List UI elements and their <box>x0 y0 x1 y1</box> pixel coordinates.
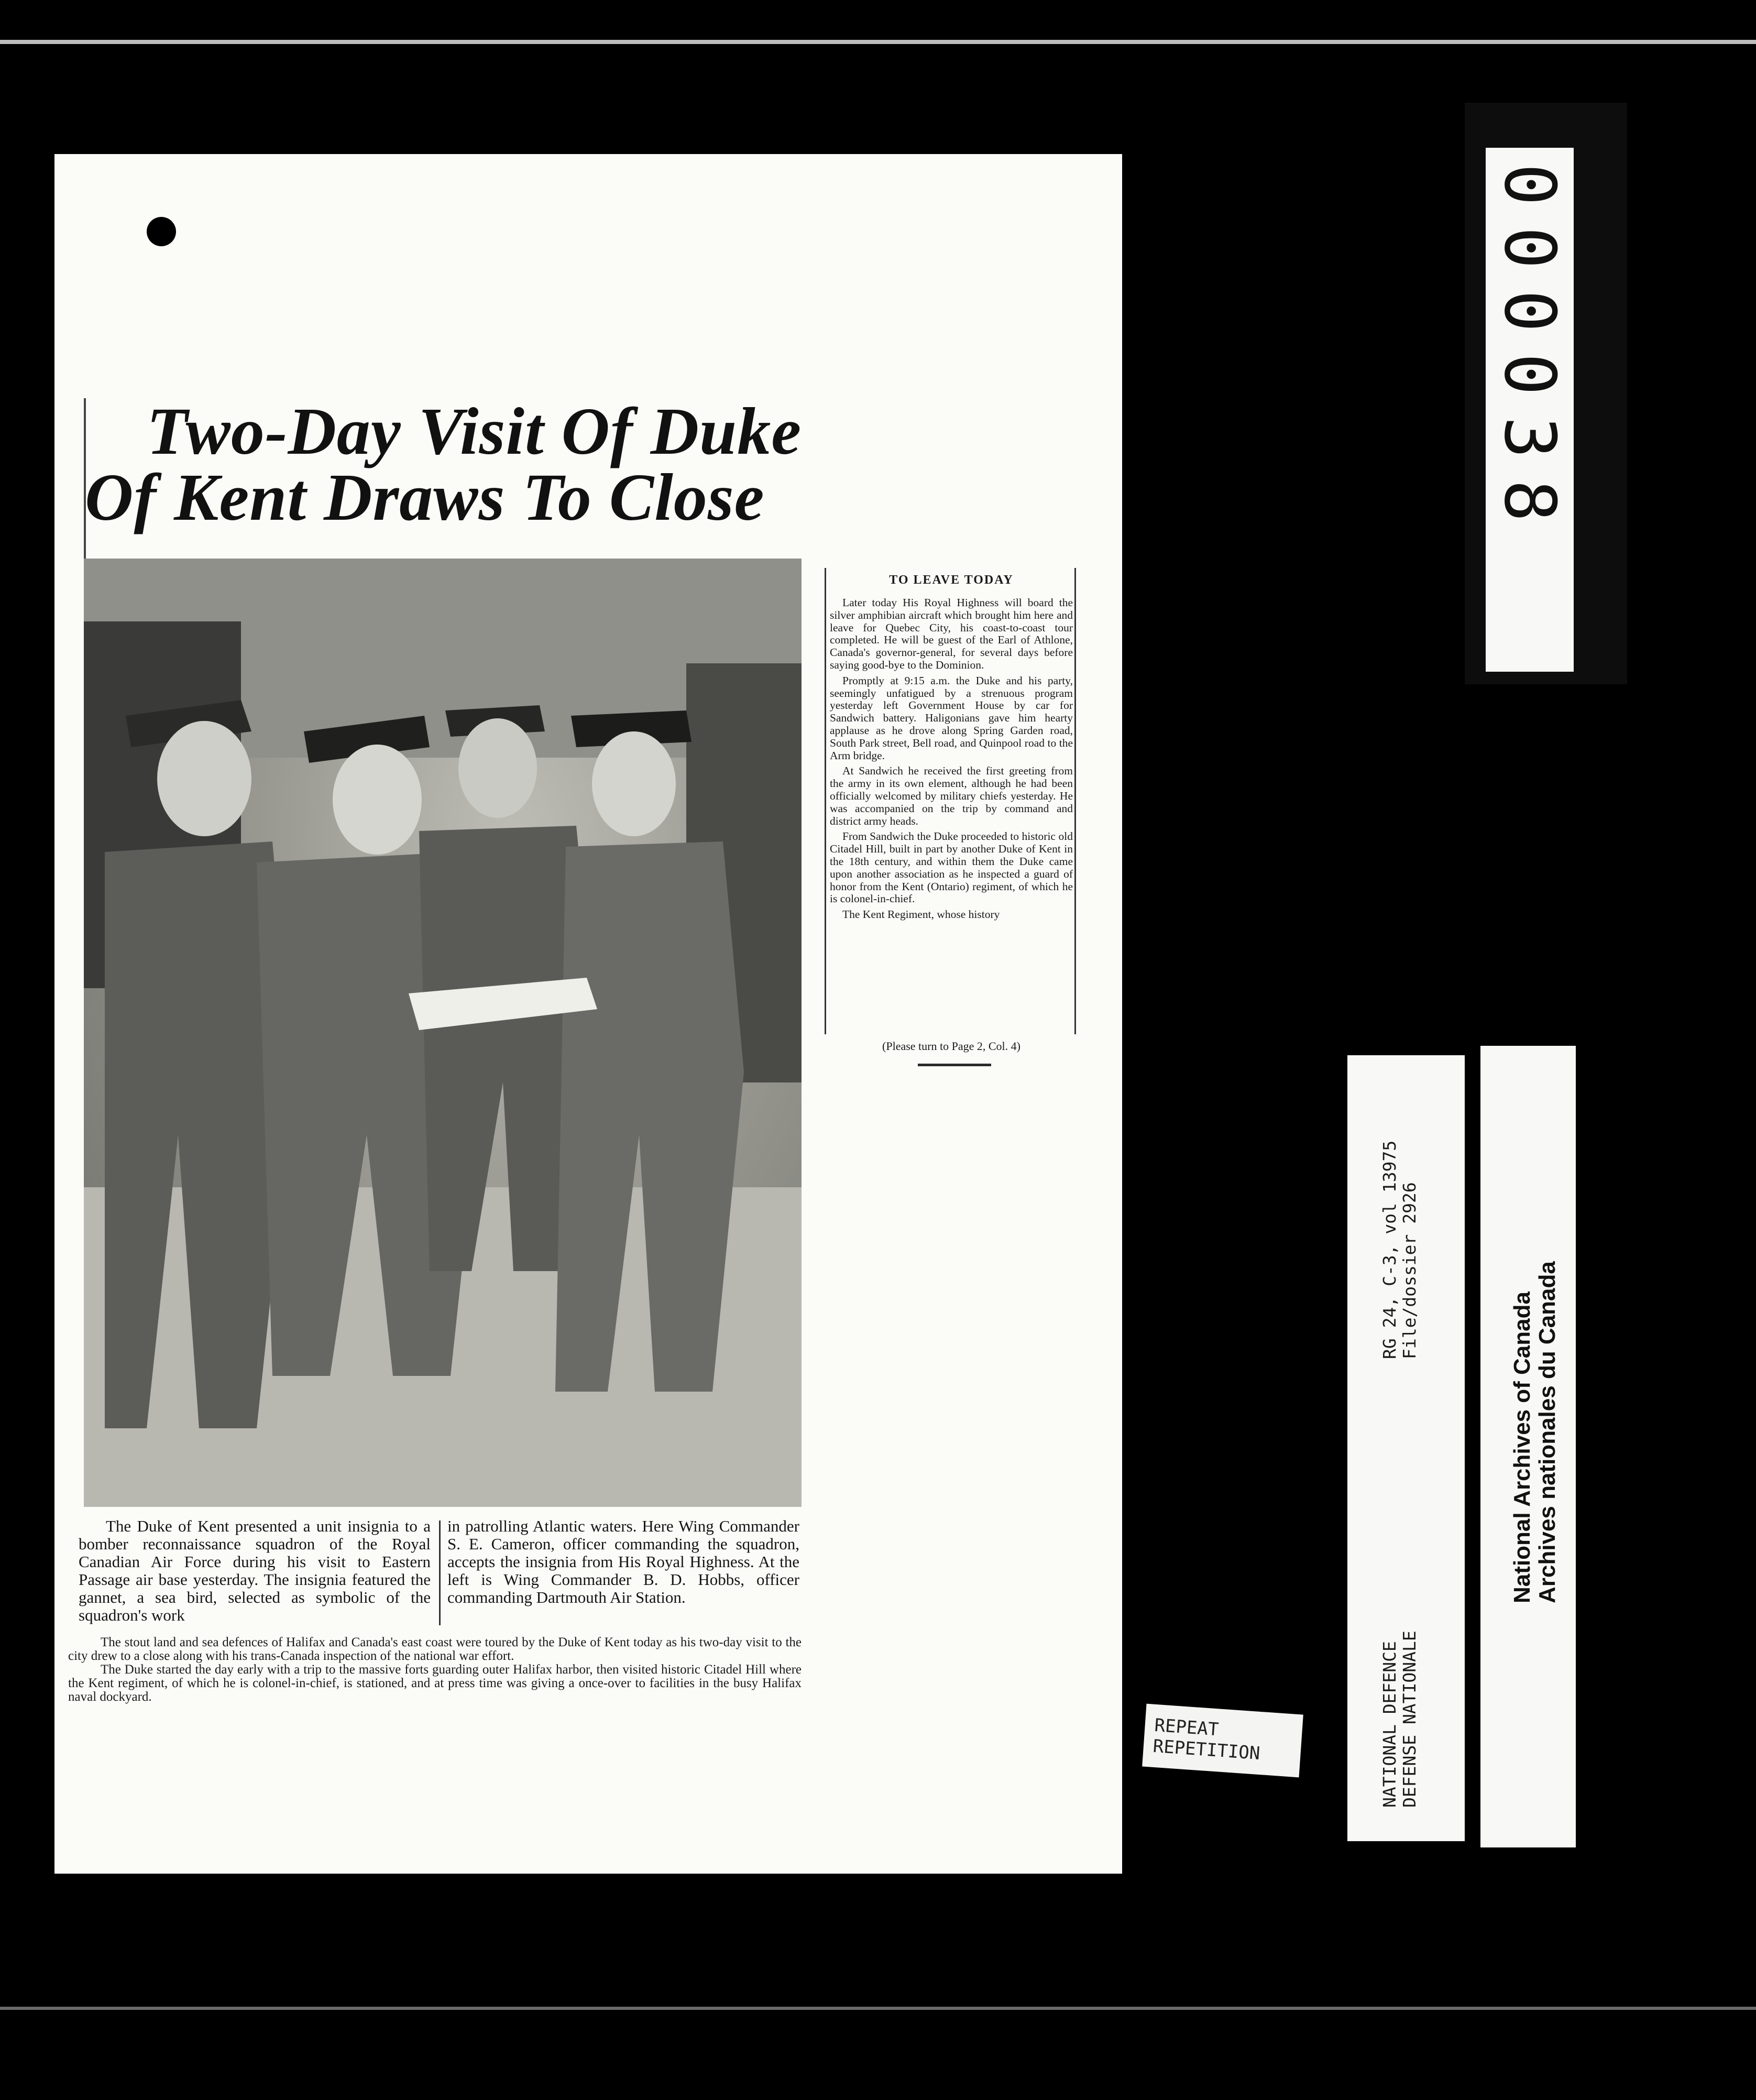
frame-number-tag <box>1486 148 1574 672</box>
headline-line-2: Of Kent Draws To Close <box>85 460 765 534</box>
archive-reference-tag <box>1347 1055 1465 1841</box>
archives-en: National Archives of Canada <box>1509 1292 1535 1603</box>
news-photo <box>84 559 802 1507</box>
headline-line-1: Two-Day Visit Of Duke <box>147 394 802 468</box>
repeat-tag <box>1142 1704 1303 1778</box>
scan-edge-bottom <box>0 2007 1756 2010</box>
reference-line-2: File/dossier 2926 <box>1399 1182 1420 1359</box>
reference-label <box>1380 1141 1420 1359</box>
story-lead <box>68 1636 802 1704</box>
headline <box>79 394 802 535</box>
caption-column-2: in patrolling Atlantic waters. Here Wing Commander S. E. Cameron, officer commanding the squadron, accepts the insignia from His Royal Highness. At the left is Wing Commander B. D. Hobbs, officer commanding Dartmouth Air Station. <box>447 1517 799 1606</box>
scan-edge-top <box>0 40 1756 44</box>
reference-line-1: RG 24, C-3, vol 13975 <box>1379 1140 1400 1359</box>
story-paragraph: The Duke started the day early with a trip to the massive forts guarding outer Halifax harbor, then visited historic Citadel Hill where the Kent regiment, of which he is colonel-in-chief, is stationed, and at press time was giving a once-over to facilities in the busy Halifax naval dockyard. <box>68 1662 802 1704</box>
department-label <box>1380 1631 1420 1808</box>
continued-rule <box>918 1064 991 1066</box>
department-en: NATIONAL DEFENCE <box>1379 1641 1400 1808</box>
sidebar-paragraph: From Sandwich the Duke proceeded to historic old Citadel Hill, built in part by another Duke of Kent in the 18th century, and within them the Duke came upon another association as he inspected a guard of honor from the Kent (Ontario) regiment, of which he is colonel-in-chief. <box>830 830 1073 905</box>
sidebar-paragraph: The Kent Regiment, whose history <box>842 908 1000 921</box>
punch-hole <box>147 217 176 246</box>
archives-fr: Archives nationales du Canada <box>1534 1261 1560 1603</box>
continued-note: (Please turn to Page 2, Col. 4) <box>882 1040 1020 1053</box>
story-paragraph: The stout land and sea defences of Halifax and Canada's east coast were toured by the Duke of Kent today as his two-day visit to the city drew to a close along with his trans-Canada inspection of the national war effort. <box>68 1635 802 1663</box>
sidebar-heading: TO LEAVE TODAY <box>889 573 1014 587</box>
sidebar-paragraph: At Sandwich he received the first greeting from the army in its own element, although he had been officially welcomed by military chiefs yesterday. He was accompanied on the trip by command and district army heads. <box>830 764 1073 827</box>
sidebar-rule-left <box>825 568 826 1034</box>
sidebar-paragraph: Later today His Royal Highness will board the silver amphibian aircraft which brought him here and leave for Quebec City, his coast-to-coast tour completed. He will be guest of the Earl of Athlone, Canada's governor-general, for several days before saying good-bye to the Dominion. <box>830 596 1073 671</box>
national-archives-tag <box>1480 1046 1576 1847</box>
caption-column-1: The Duke of Kent presented a unit insignia to a bomber reconnaissance squadron of the Royal Canadian Air Force during his visit to Eastern Passage air base yesterday. The insignia featured the gannet, a sea bird, selected as symbolic of the squadron's work <box>79 1517 431 1624</box>
department-fr: DEFENSE NATIONALE <box>1399 1631 1420 1808</box>
repeat-label-en: REPEAT <box>1154 1714 1220 1741</box>
sidebar-rule-right <box>1074 568 1076 1034</box>
repeat-label-fr: REPETITION <box>1152 1735 1261 1764</box>
caption-divider <box>439 1521 441 1625</box>
sidebar-paragraph: Promptly at 9:15 a.m. the Duke and his party, seemingly unfatigued by a strenuous program yesterday left Government House by car for Sandwich battery. Haligonians gave him hearty applause as he drove along Spring Garden road, South Park street, Bell road, and Quinpool road to the Arm bridge. <box>830 674 1073 762</box>
officers-photo-illustration <box>84 559 802 1507</box>
frame-number: 000038 <box>1489 163 1571 543</box>
sidebar-story <box>830 568 1073 1053</box>
archives-label <box>1510 1261 1560 1603</box>
